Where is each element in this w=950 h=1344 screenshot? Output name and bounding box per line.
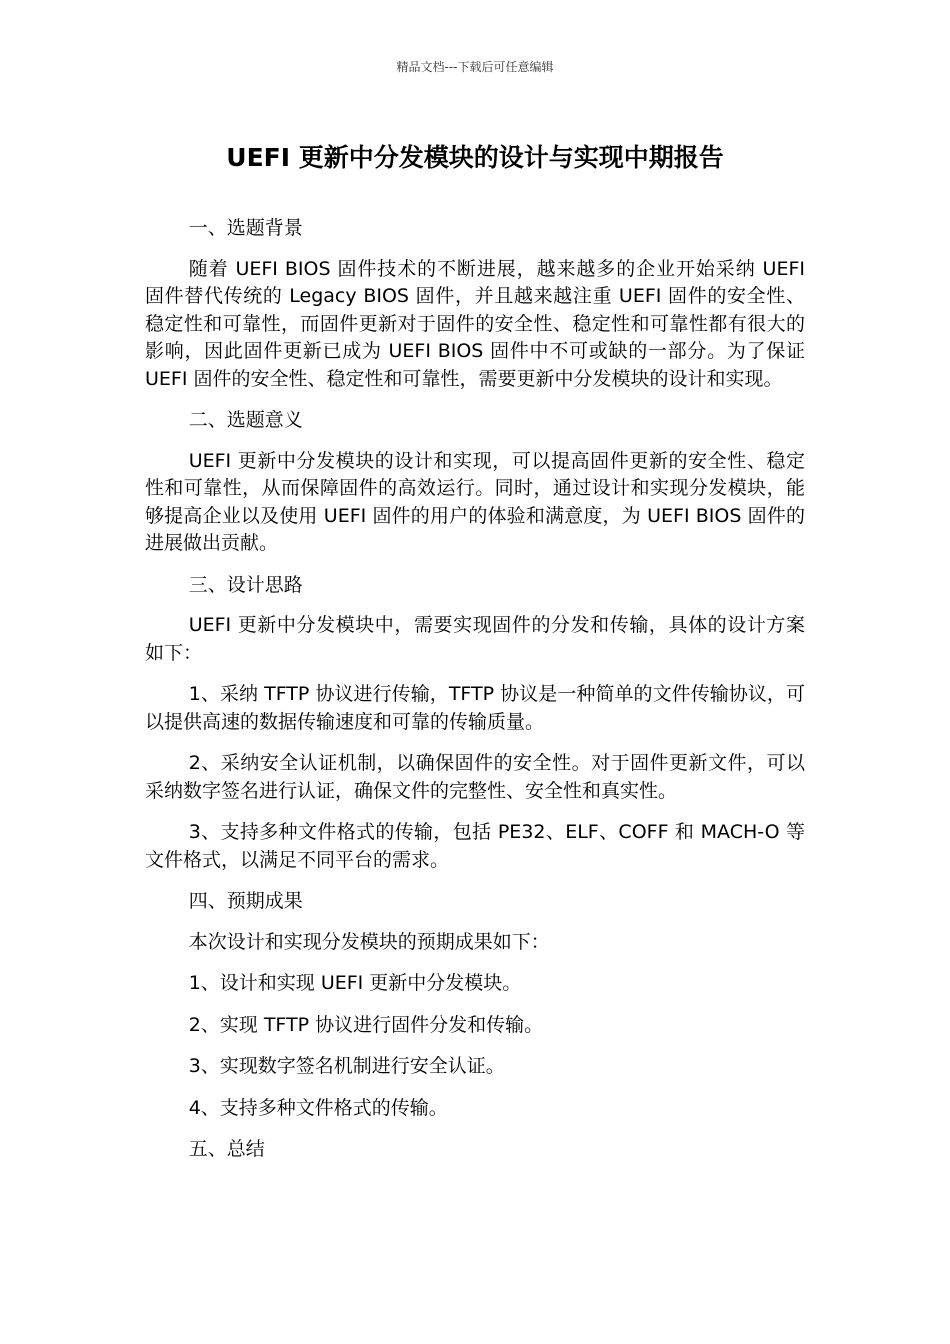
paragraph-background: 随着 UEFI BIOS 固件技术的不断进展，越来越多的企业开始采纳 UEFI 固件替代传统的 Legacy BIOS 固件，并且越来越注重 UEFI 固件的安全性、稳定性和可靠性，而固件更新对于固件的安全性、稳定性和可靠性都有很大的影响，因此固件更新已成为 UEFI BIOS 固件中不可或缺的一部分。为了保证 UEFI 固件的安全性、稳定性和可靠性，需要更新中分发模块的设计和实现。 (145, 257, 805, 390)
paragraph-outcome-item-2: 2、实现 TFTP 协议进行固件分发和传输。 (188, 1013, 544, 1036)
document-body (145, 215, 805, 1177)
paragraph-design-intro: UEFI 更新中分发模块中，需要实现固件的分发和传输，具体的设计方案如下： (145, 614, 805, 664)
paragraph-outcomes-intro: 本次设计和实现分发模块的预期成果如下： (188, 930, 550, 953)
section-heading-summary: 五、总结 (188, 1138, 265, 1160)
paragraph-design-item-2: 2、采纳安全认证机制，以确保固件的安全性。对于固件更新文件，可以采纳数字签名进行认证，确保文件的完整性、安全性和真实性。 (145, 752, 805, 802)
paragraph-outcome-item-1: 1、设计和实现 UEFI 更新中分发模块。 (188, 972, 522, 994)
paragraph-significance: UEFI 更新中分发模块的设计和实现，可以提高固件更新的安全性、稳定性和可靠性，从而保障固件的高效运行。同时，通过设计和实现分发模块，能够提高企业以及使用 UEFI 固件的用户的体验和满意度，为 UEFI BIOS 固件的进展做出贡献。 (145, 449, 805, 554)
paragraph-outcome-item-4: 4、支持多种文件格式的传输。 (188, 1096, 448, 1119)
section-heading-outcomes: 四、预期成果 (188, 890, 303, 912)
paragraph-design-item-1: 1、采纳 TFTP 协议进行传输，TFTP 协议是一种简单的文件传输协议，可以提供高速的数据传输速度和可靠的传输质量。 (145, 683, 805, 733)
paragraph-outcome-item-3: 3、实现数字签名机制进行安全认证。 (188, 1055, 505, 1077)
header-note: 精品文档---下载后可任意编辑 (396, 60, 554, 74)
paragraph-design-item-3: 3、支持多种文件格式的传输，包括 PE32、ELF、COFF 和 MACH-O 等文件格式，以满足不同平台的需求。 (145, 821, 805, 871)
section-heading-background: 一、选题背景 (188, 217, 303, 239)
section-heading-design: 三、设计思路 (188, 573, 303, 596)
document-title: UEFI 更新中分发模块的设计与实现中期报告 (226, 143, 724, 172)
section-heading-significance: 二、选题意义 (188, 409, 303, 431)
